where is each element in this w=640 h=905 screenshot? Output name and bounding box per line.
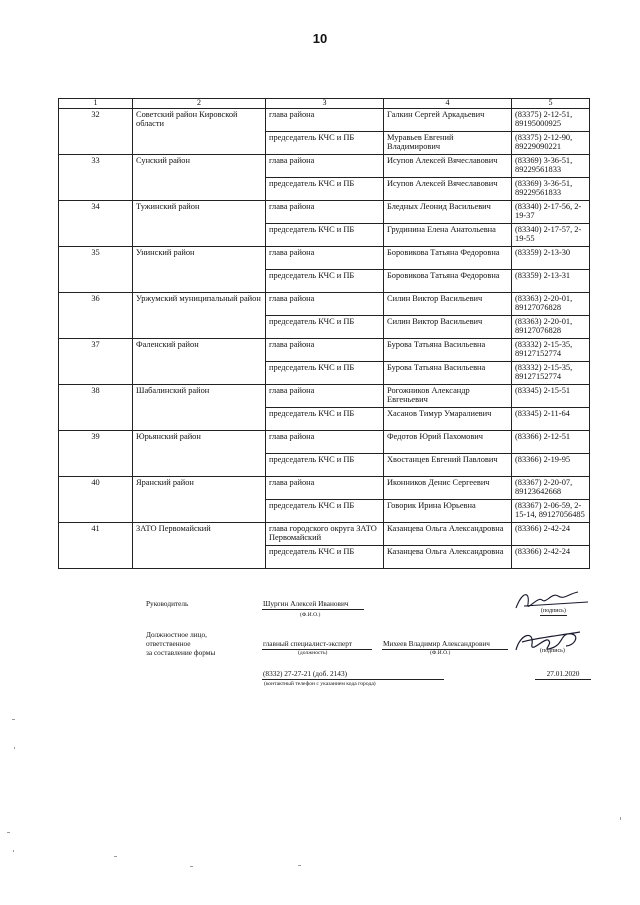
signature-caption: (подпись)	[540, 608, 567, 616]
district-name: Яранский район	[133, 476, 266, 522]
official-phone: (83340) 2-17-56, 2-19-37	[512, 200, 590, 223]
column-header: 2	[133, 99, 266, 109]
table-row	[59, 476, 590, 499]
official-phone: (83363) 2-20-01, 89127076828	[512, 315, 590, 338]
official-name: Исупов Алексей Вячеславович	[384, 154, 512, 177]
official-name: Рогожников Александр Евгеньевич	[384, 384, 512, 407]
official-phone: (83332) 2-15-35, 89127152774	[512, 361, 590, 384]
official-role: председатель КЧС и ПБ	[266, 499, 384, 522]
fio-caption-2: (Ф.И.О.)	[430, 650, 451, 656]
row-number: 38	[59, 384, 133, 430]
official-phone: (83345) 2-15-51	[512, 384, 590, 407]
official-role: председатель КЧС и ПБ	[266, 177, 384, 200]
table-row	[59, 292, 590, 315]
position-caption: (должность)	[298, 650, 328, 656]
responsible-label-line-2: ответственное	[146, 639, 191, 648]
official-role: председатель КЧС и ПБ	[266, 407, 384, 430]
official-name: Боровикова Татьяна Федоровна	[384, 246, 512, 269]
official-name: Грудинина Елена Анатольевна	[384, 223, 512, 246]
official-name: Казанцева Ольга Александровна	[384, 545, 512, 568]
official-role: председатель КЧС и ПБ	[266, 223, 384, 246]
official-phone: (83359) 2-13-30	[512, 246, 590, 269]
table-row	[59, 384, 590, 407]
official-phone: (83363) 2-20-01, 89127076828	[512, 292, 590, 315]
official-name: Исупов Алексей Вячеславович	[384, 177, 512, 200]
head-label: Руководитель	[146, 599, 189, 608]
official-name: Хвостанцев Евгений Павлович	[384, 453, 512, 476]
row-number: 37	[59, 338, 133, 384]
table-row	[59, 338, 590, 361]
fio-caption: (Ф.И.О.)	[300, 612, 321, 618]
table-row	[59, 154, 590, 177]
phone-caption: (контактный телефон с указанием кода города)	[264, 681, 376, 687]
official-role: председатель КЧС и ПБ	[266, 453, 384, 476]
column-header: 4	[384, 99, 512, 109]
official-name: Бледных Леонид Васильевич	[384, 200, 512, 223]
responsible-label-line-3: за составление формы	[146, 648, 216, 657]
official-name: Хасанов Тимур Умаралиевич	[384, 407, 512, 430]
official-role: глава района	[266, 338, 384, 361]
row-number: 35	[59, 246, 133, 292]
official-role: председатель КЧС и ПБ	[266, 545, 384, 568]
row-number: 36	[59, 292, 133, 338]
official-phone: (83375) 2-12-51, 89195000925	[512, 108, 590, 131]
district-name: ЗАТО Первомайский	[133, 522, 266, 568]
table-row	[59, 108, 590, 131]
table-header-row	[59, 99, 590, 109]
district-name: Тужинский район	[133, 200, 266, 246]
official-phone: (83366) 2-19-95	[512, 453, 590, 476]
form-date: 27.01.2020	[535, 670, 591, 680]
official-role: глава района	[266, 200, 384, 223]
official-role: председатель КЧС и ПБ	[266, 269, 384, 292]
official-role: глава района	[266, 246, 384, 269]
row-number: 33	[59, 154, 133, 200]
official-name: Казанцева Ольга Александровна	[384, 522, 512, 545]
table-row	[59, 522, 590, 545]
official-phone: (83367) 2-06-59, 2-15-14, 89127056485	[512, 499, 590, 522]
official-name: Боровикова Татьяна Федоровна	[384, 269, 512, 292]
responsible-position: главный специалист-эксперт	[262, 640, 372, 650]
head-name: Шургин Алексей Иванович	[262, 600, 364, 610]
official-phone: (83375) 2-12-90, 89229090221	[512, 131, 590, 154]
official-phone: (83366) 2-42-24	[512, 545, 590, 568]
responsible-label-line-1: Должностное лицо,	[146, 630, 208, 639]
signature-caption-2: (подпись)	[540, 648, 565, 654]
official-phone: (83332) 2-15-35, 89127152774	[512, 338, 590, 361]
column-header: 1	[59, 99, 133, 109]
official-role: председатель КЧС и ПБ	[266, 361, 384, 384]
district-name: Сунский район	[133, 154, 266, 200]
official-role: председатель КЧС и ПБ	[266, 315, 384, 338]
official-name: Муравьев Евгений Владимирович	[384, 131, 512, 154]
official-phone: (83369) 3-36-51, 89229561833	[512, 154, 590, 177]
column-header: 3	[266, 99, 384, 109]
official-role: глава района	[266, 154, 384, 177]
official-phone: (83345) 2-11-64	[512, 407, 590, 430]
row-number: 41	[59, 522, 133, 568]
official-name: Иконников Денис Сергеевич	[384, 476, 512, 499]
district-name: Уржумский муниципальный район	[133, 292, 266, 338]
column-header: 5	[512, 99, 590, 109]
official-phone: (83366) 2-42-24	[512, 522, 590, 545]
district-name: Унинский район	[133, 246, 266, 292]
responsible-name: Михеев Владимир Александрович	[382, 640, 508, 650]
district-name: Шабалинский район	[133, 384, 266, 430]
official-role: глава района	[266, 108, 384, 131]
contacts-table	[58, 98, 590, 569]
district-name: Советский район Кировской области	[133, 108, 266, 154]
official-phone: (83340) 2-17-57, 2-19-55	[512, 223, 590, 246]
district-name: Юрьянский район	[133, 430, 266, 476]
official-phone: (83369) 3-36-51, 89229561833	[512, 177, 590, 200]
official-role: глава района	[266, 430, 384, 453]
table-row	[59, 246, 590, 269]
table-body	[59, 108, 590, 568]
table-row	[59, 430, 590, 453]
official-phone: (83367) 2-20-07, 89123642668	[512, 476, 590, 499]
official-role: глава городского округа ЗАТО Первомайский	[266, 522, 384, 545]
contact-phone: (8332) 27-27-21 (доб. 2143)	[262, 670, 444, 680]
official-name: Силин Виктор Васильевич	[384, 292, 512, 315]
official-name: Бурова Татьяна Васильевна	[384, 338, 512, 361]
district-name: Фаленский район	[133, 338, 266, 384]
official-name: Федотов Юрий Пахомович	[384, 430, 512, 453]
official-name: Говорик Ирина Юрьевна	[384, 499, 512, 522]
page-number: 10	[312, 31, 328, 46]
official-name: Силин Виктор Васильевич	[384, 315, 512, 338]
official-name: Бурова Татьяна Васильевна	[384, 361, 512, 384]
table-row	[59, 200, 590, 223]
row-number: 40	[59, 476, 133, 522]
row-number: 34	[59, 200, 133, 246]
official-phone: (83366) 2-12-51	[512, 430, 590, 453]
official-phone: (83359) 2-13-31	[512, 269, 590, 292]
official-role: председатель КЧС и ПБ	[266, 131, 384, 154]
official-role: глава района	[266, 476, 384, 499]
official-role: глава района	[266, 292, 384, 315]
official-role: глава района	[266, 384, 384, 407]
official-name: Галкин Сергей Аркадьевич	[384, 108, 512, 131]
row-number: 32	[59, 108, 133, 154]
row-number: 39	[59, 430, 133, 476]
